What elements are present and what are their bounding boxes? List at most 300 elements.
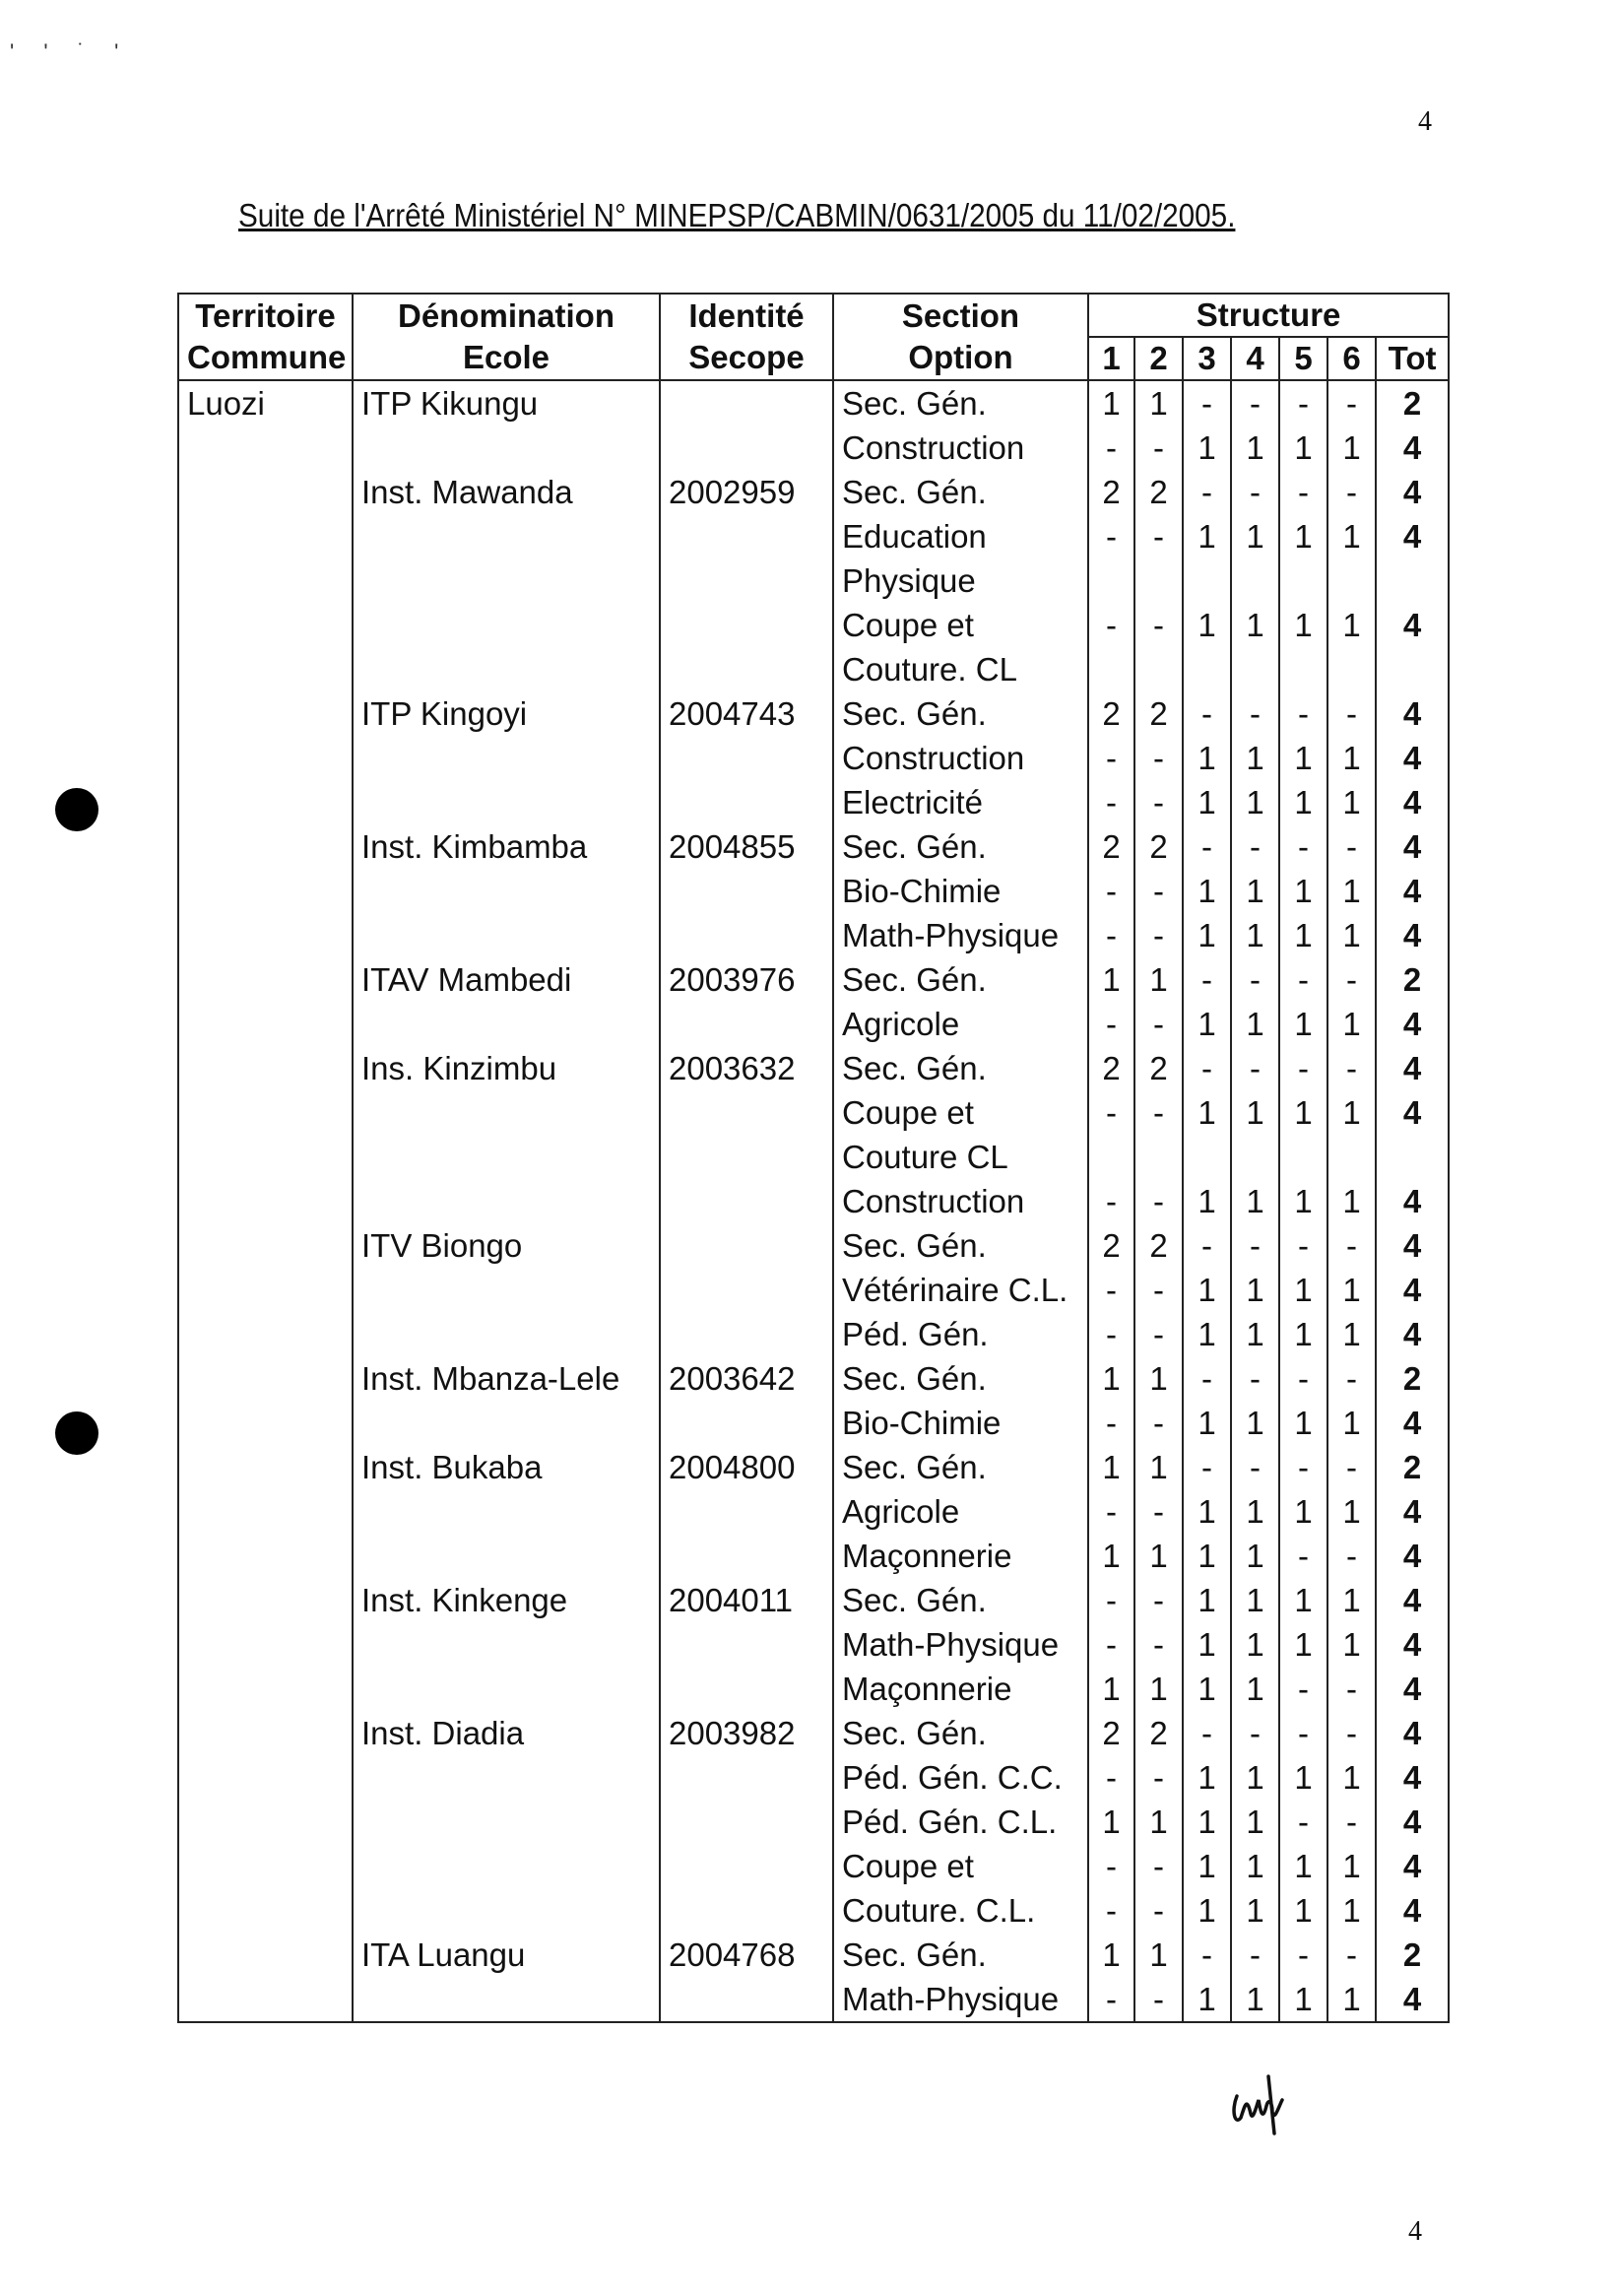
- cell-level-3: [1183, 647, 1231, 691]
- cell-level-2: -: [1134, 1977, 1183, 2022]
- cell-level-1: 2: [1088, 1711, 1134, 1755]
- cell-total: 4: [1376, 1223, 1449, 1268]
- cell-total: 4: [1376, 514, 1449, 558]
- cell-total: 2: [1376, 1445, 1449, 1489]
- cell-level-6: -: [1327, 380, 1376, 426]
- cell-ecole: [353, 1977, 660, 2022]
- cell-level-4: -: [1231, 1223, 1279, 1268]
- cell-ecole: [353, 913, 660, 957]
- cell-territoire: [178, 558, 353, 603]
- cell-territoire: [178, 1667, 353, 1711]
- cell-secope: [660, 1401, 833, 1445]
- cell-level-4: 1: [1231, 1622, 1279, 1667]
- cell-level-4: -: [1231, 1046, 1279, 1090]
- cell-secope: [660, 1977, 833, 2022]
- cell-level-4: -: [1231, 691, 1279, 736]
- cell-level-3: -: [1183, 380, 1231, 426]
- cell-level-4: -: [1231, 1445, 1279, 1489]
- cell-level-3: -: [1183, 1445, 1231, 1489]
- table-row: [178, 869, 1449, 913]
- cell-level-6: 1: [1327, 1888, 1376, 1933]
- cell-secope: [660, 1534, 833, 1578]
- header-structure: Structure: [1088, 294, 1449, 337]
- cell-ecole: [353, 736, 660, 780]
- cell-level-2: 1: [1134, 1800, 1183, 1844]
- header-secope: Secope: [688, 339, 805, 375]
- cell-level-3: 1: [1183, 736, 1231, 780]
- cell-level-1: [1088, 1135, 1134, 1179]
- cell-level-2: 2: [1134, 470, 1183, 514]
- cell-level-4: 1: [1231, 736, 1279, 780]
- cell-level-1: -: [1088, 514, 1134, 558]
- cell-level-6: 1: [1327, 1578, 1376, 1622]
- table-row: [178, 1401, 1449, 1445]
- cell-level-5: -: [1279, 1667, 1327, 1711]
- table-row: [178, 691, 1449, 736]
- cell-secope: 2004800: [660, 1445, 833, 1489]
- cell-level-2: 2: [1134, 691, 1183, 736]
- cell-level-2: -: [1134, 1578, 1183, 1622]
- cell-total: 2: [1376, 380, 1449, 426]
- cell-level-3: 1: [1183, 1844, 1231, 1888]
- cell-level-1: -: [1088, 1268, 1134, 1312]
- cell-level-3: 1: [1183, 1534, 1231, 1578]
- cell-level-2: 1: [1134, 1933, 1183, 1977]
- cell-level-6: 1: [1327, 869, 1376, 913]
- schools-table: [177, 293, 1450, 2023]
- cell-territoire: [178, 1844, 353, 1888]
- cell-level-2: [1134, 1135, 1183, 1179]
- cell-level-2: -: [1134, 1312, 1183, 1356]
- cell-level-1: -: [1088, 913, 1134, 957]
- table-row: [178, 1090, 1449, 1135]
- cell-level-4: 1: [1231, 1179, 1279, 1223]
- cell-total: 4: [1376, 780, 1449, 824]
- cell-level-1: -: [1088, 1179, 1134, 1223]
- cell-level-2: -: [1134, 1401, 1183, 1445]
- header-total: Tot: [1376, 337, 1449, 380]
- cell-level-6: 1: [1327, 1755, 1376, 1800]
- cell-option: Couture CL: [833, 1135, 1088, 1179]
- cell-territoire: [178, 1622, 353, 1667]
- cell-level-1: -: [1088, 1578, 1134, 1622]
- cell-level-2: -: [1134, 1090, 1183, 1135]
- cell-secope: [660, 1489, 833, 1534]
- cell-level-3: -: [1183, 824, 1231, 869]
- cell-level-6: 1: [1327, 736, 1376, 780]
- cell-level-5: -: [1279, 1933, 1327, 1977]
- cell-secope: [660, 514, 833, 558]
- cell-ecole: [353, 1489, 660, 1534]
- cell-option: Coupe et: [833, 1090, 1088, 1135]
- cell-level-3: 1: [1183, 1002, 1231, 1046]
- cell-option: Vétérinaire C.L.: [833, 1268, 1088, 1312]
- cell-territoire: [178, 1800, 353, 1844]
- cell-level-3: 1: [1183, 1401, 1231, 1445]
- cell-level-2: -: [1134, 1489, 1183, 1534]
- cell-territoire: [178, 1445, 353, 1489]
- cell-level-5: -: [1279, 824, 1327, 869]
- table-row: [178, 1002, 1449, 1046]
- cell-level-6: 1: [1327, 913, 1376, 957]
- cell-level-4: [1231, 558, 1279, 603]
- cell-level-3: 1: [1183, 1090, 1231, 1135]
- cell-level-5: -: [1279, 1356, 1327, 1401]
- cell-option: Sec. Gén.: [833, 1711, 1088, 1755]
- header-section: Section: [901, 297, 1020, 334]
- table-row: [178, 1312, 1449, 1356]
- cell-level-1: 1: [1088, 957, 1134, 1002]
- cell-secope: [660, 647, 833, 691]
- cell-level-2: 2: [1134, 1046, 1183, 1090]
- cell-level-1: -: [1088, 1312, 1134, 1356]
- table-row: [178, 426, 1449, 470]
- cell-level-1: -: [1088, 780, 1134, 824]
- cell-ecole: [353, 603, 660, 647]
- cell-total: 2: [1376, 1356, 1449, 1401]
- cell-option: Couture. C.L.: [833, 1888, 1088, 1933]
- cell-level-3: [1183, 558, 1231, 603]
- cell-level-5: 1: [1279, 736, 1327, 780]
- table-row: [178, 1489, 1449, 1534]
- cell-option: Péd. Gén. C.L.: [833, 1800, 1088, 1844]
- cell-level-6: 1: [1327, 514, 1376, 558]
- cell-level-5: -: [1279, 1711, 1327, 1755]
- cell-level-5: 1: [1279, 426, 1327, 470]
- cell-level-2: -: [1134, 913, 1183, 957]
- cell-total: [1376, 1135, 1449, 1179]
- cell-ecole: ITAV Mambedi: [353, 957, 660, 1002]
- cell-level-6: -: [1327, 1933, 1376, 1977]
- cell-option: Math-Physique: [833, 1977, 1088, 2022]
- cell-level-5: 1: [1279, 514, 1327, 558]
- header-level-5: 5: [1279, 337, 1327, 380]
- cell-ecole: Inst. Kinkenge: [353, 1578, 660, 1622]
- cell-secope: [660, 1667, 833, 1711]
- cell-level-5: -: [1279, 691, 1327, 736]
- cell-level-4: 1: [1231, 780, 1279, 824]
- cell-ecole: Inst. Mawanda: [353, 470, 660, 514]
- table-row: [178, 1356, 1449, 1401]
- cell-level-2: 1: [1134, 380, 1183, 426]
- cell-ecole: ITP Kikungu: [353, 380, 660, 426]
- cell-level-1: 2: [1088, 1046, 1134, 1090]
- cell-level-4: 1: [1231, 1755, 1279, 1800]
- cell-total: 4: [1376, 1312, 1449, 1356]
- header-section-option: [833, 294, 1088, 380]
- cell-total: 4: [1376, 736, 1449, 780]
- cell-option: Sec. Gén.: [833, 1933, 1088, 1977]
- cell-level-5: 1: [1279, 913, 1327, 957]
- cell-level-1: 1: [1088, 1445, 1134, 1489]
- cell-territoire: [178, 514, 353, 558]
- cell-ecole: [353, 1622, 660, 1667]
- punch-hole: [55, 1411, 98, 1455]
- cell-option: Sec. Gén.: [833, 1445, 1088, 1489]
- cell-total: 4: [1376, 470, 1449, 514]
- cell-level-5: 1: [1279, 1489, 1327, 1534]
- cell-level-6: -: [1327, 1046, 1376, 1090]
- cell-level-1: -: [1088, 1489, 1134, 1534]
- cell-ecole: [353, 1667, 660, 1711]
- cell-level-4: -: [1231, 1711, 1279, 1755]
- cell-level-4: 1: [1231, 1578, 1279, 1622]
- cell-territoire: [178, 913, 353, 957]
- cell-level-1: -: [1088, 1401, 1134, 1445]
- cell-total: [1376, 558, 1449, 603]
- cell-territoire: [178, 1578, 353, 1622]
- cell-level-3: 1: [1183, 1268, 1231, 1312]
- cell-level-5: 1: [1279, 780, 1327, 824]
- cell-level-3: 1: [1183, 1312, 1231, 1356]
- header-ecole: Ecole: [462, 339, 550, 375]
- cell-level-6: 1: [1327, 1312, 1376, 1356]
- cell-option: Sec. Gén.: [833, 470, 1088, 514]
- cell-level-5: 1: [1279, 1090, 1327, 1135]
- cell-total: 4: [1376, 1090, 1449, 1135]
- cell-total: [1376, 647, 1449, 691]
- table-row: [178, 1268, 1449, 1312]
- cell-level-5: -: [1279, 1046, 1327, 1090]
- cell-total: 4: [1376, 1268, 1449, 1312]
- table-row: [178, 913, 1449, 957]
- cell-level-6: 1: [1327, 780, 1376, 824]
- cell-level-4: -: [1231, 470, 1279, 514]
- cell-territoire: [178, 1755, 353, 1800]
- cell-level-4: 1: [1231, 1090, 1279, 1135]
- cell-total: 4: [1376, 869, 1449, 913]
- cell-total: 4: [1376, 1977, 1449, 2022]
- cell-ecole: [353, 1179, 660, 1223]
- cell-level-6: -: [1327, 1445, 1376, 1489]
- cell-option: Bio-Chimie: [833, 1401, 1088, 1445]
- cell-level-4: 1: [1231, 1888, 1279, 1933]
- cell-secope: 2003982: [660, 1711, 833, 1755]
- cell-total: 4: [1376, 1578, 1449, 1622]
- cell-total: 4: [1376, 691, 1449, 736]
- cell-territoire: [178, 1489, 353, 1534]
- cell-option: Agricole: [833, 1002, 1088, 1046]
- cell-total: 4: [1376, 1888, 1449, 1933]
- cell-level-1: 1: [1088, 1800, 1134, 1844]
- cell-option: Education: [833, 514, 1088, 558]
- cell-territoire: [178, 780, 353, 824]
- cell-level-5: [1279, 647, 1327, 691]
- cell-ecole: [353, 1002, 660, 1046]
- cell-option: Bio-Chimie: [833, 869, 1088, 913]
- cell-option: Péd. Gén. C.C.: [833, 1755, 1088, 1800]
- cell-option: Construction: [833, 736, 1088, 780]
- cell-level-1: 2: [1088, 691, 1134, 736]
- table-row: [178, 603, 1449, 647]
- cell-level-1: [1088, 647, 1134, 691]
- header-level-6: 6: [1327, 337, 1376, 380]
- cell-level-6: [1327, 1135, 1376, 1179]
- cell-ecole: ITV Biongo: [353, 1223, 660, 1268]
- cell-territoire: Luozi: [178, 380, 353, 426]
- cell-level-4: [1231, 1135, 1279, 1179]
- cell-territoire: [178, 470, 353, 514]
- cell-secope: [660, 780, 833, 824]
- header-denomination: Dénomination: [398, 297, 615, 334]
- cell-ecole: [353, 1312, 660, 1356]
- cell-territoire: [178, 824, 353, 869]
- cell-level-3: 1: [1183, 1667, 1231, 1711]
- cell-level-2: [1134, 558, 1183, 603]
- cell-secope: [660, 1179, 833, 1223]
- table-row: [178, 957, 1449, 1002]
- cell-ecole: [353, 780, 660, 824]
- cell-option: Physique: [833, 558, 1088, 603]
- cell-secope: [660, 1002, 833, 1046]
- cell-level-6: -: [1327, 1534, 1376, 1578]
- cell-level-4: 1: [1231, 1489, 1279, 1534]
- cell-level-1: -: [1088, 426, 1134, 470]
- cell-level-1: -: [1088, 869, 1134, 913]
- cell-level-5: -: [1279, 1800, 1327, 1844]
- cell-level-4: 1: [1231, 426, 1279, 470]
- cell-secope: 2003642: [660, 1356, 833, 1401]
- cell-territoire: [178, 1356, 353, 1401]
- cell-level-1: -: [1088, 603, 1134, 647]
- cell-secope: 2004743: [660, 691, 833, 736]
- cell-secope: [660, 1755, 833, 1800]
- cell-level-2: 1: [1134, 1445, 1183, 1489]
- cell-ecole: Inst. Kimbamba: [353, 824, 660, 869]
- cell-level-1: 2: [1088, 824, 1134, 869]
- header-identite: Identité: [688, 297, 805, 334]
- cell-level-6: -: [1327, 691, 1376, 736]
- cell-secope: [660, 1223, 833, 1268]
- cell-level-6: [1327, 647, 1376, 691]
- cell-level-1: 1: [1088, 1534, 1134, 1578]
- cell-territoire: [178, 1977, 353, 2022]
- cell-level-1: -: [1088, 1002, 1134, 1046]
- cell-level-3: -: [1183, 1223, 1231, 1268]
- cell-level-6: 1: [1327, 1002, 1376, 1046]
- cell-level-4: 1: [1231, 913, 1279, 957]
- page-number-top: 4: [1418, 106, 1432, 137]
- header-level-3: 3: [1183, 337, 1231, 380]
- cell-level-2: -: [1134, 514, 1183, 558]
- cell-ecole: Inst. Bukaba: [353, 1445, 660, 1489]
- cell-option: Sec. Gén.: [833, 1223, 1088, 1268]
- table-row: [178, 1844, 1449, 1888]
- table-row: [178, 824, 1449, 869]
- cell-level-2: 2: [1134, 1711, 1183, 1755]
- cell-territoire: [178, 1268, 353, 1312]
- cell-option: Electricité: [833, 780, 1088, 824]
- cell-secope: [660, 603, 833, 647]
- cell-level-3: [1183, 1135, 1231, 1179]
- table-row: [178, 1933, 1449, 1977]
- cell-secope: [660, 1268, 833, 1312]
- cell-level-5: [1279, 1135, 1327, 1179]
- header-level-4: 4: [1231, 337, 1279, 380]
- cell-ecole: [353, 1888, 660, 1933]
- table-row: [178, 1223, 1449, 1268]
- cell-level-3: 1: [1183, 1622, 1231, 1667]
- table-row: [178, 1711, 1449, 1755]
- table-row: [178, 1135, 1449, 1179]
- cell-option: Coupe et: [833, 1844, 1088, 1888]
- header-territoire-commune: [178, 294, 353, 380]
- cell-total: 2: [1376, 957, 1449, 1002]
- cell-territoire: [178, 1179, 353, 1223]
- cell-secope: [660, 380, 833, 426]
- cell-level-1: 1: [1088, 1356, 1134, 1401]
- cell-secope: [660, 1622, 833, 1667]
- cell-level-6: 1: [1327, 1977, 1376, 2022]
- cell-territoire: [178, 869, 353, 913]
- cell-level-6: -: [1327, 1356, 1376, 1401]
- cell-secope: 2004011: [660, 1578, 833, 1622]
- cell-level-6: 1: [1327, 426, 1376, 470]
- cell-level-4: 1: [1231, 1534, 1279, 1578]
- cell-ecole: [353, 426, 660, 470]
- cell-level-3: -: [1183, 1933, 1231, 1977]
- cell-option: Maçonnerie: [833, 1667, 1088, 1711]
- cell-level-3: -: [1183, 691, 1231, 736]
- cell-secope: [660, 1888, 833, 1933]
- cell-level-3: 1: [1183, 780, 1231, 824]
- cell-ecole: [353, 1755, 660, 1800]
- cell-level-5: [1279, 558, 1327, 603]
- cell-level-4: 1: [1231, 1002, 1279, 1046]
- cell-ecole: ITP Kingoyi: [353, 691, 660, 736]
- cell-level-3: 1: [1183, 1489, 1231, 1534]
- cell-level-5: -: [1279, 1223, 1327, 1268]
- cell-territoire: [178, 1401, 353, 1445]
- cell-level-5: -: [1279, 1445, 1327, 1489]
- cell-option: Sec. Gén.: [833, 957, 1088, 1002]
- cell-level-6: -: [1327, 1667, 1376, 1711]
- table-row: [178, 1046, 1449, 1090]
- cell-total: 4: [1376, 1755, 1449, 1800]
- cell-level-3: -: [1183, 470, 1231, 514]
- cell-level-4: -: [1231, 1356, 1279, 1401]
- table-row: [178, 780, 1449, 824]
- cell-territoire: [178, 603, 353, 647]
- cell-territoire: [178, 647, 353, 691]
- cell-secope: [660, 1312, 833, 1356]
- cell-level-2: -: [1134, 1622, 1183, 1667]
- cell-level-4: 1: [1231, 1667, 1279, 1711]
- cell-total: 4: [1376, 1800, 1449, 1844]
- cell-level-2: 1: [1134, 957, 1183, 1002]
- cell-territoire: [178, 426, 353, 470]
- cell-level-5: 1: [1279, 1844, 1327, 1888]
- cell-territoire: [178, 1312, 353, 1356]
- cell-total: 4: [1376, 1667, 1449, 1711]
- cell-level-2: -: [1134, 1179, 1183, 1223]
- cell-level-2: -: [1134, 736, 1183, 780]
- cell-level-6: -: [1327, 1800, 1376, 1844]
- cell-level-3: 1: [1183, 1755, 1231, 1800]
- cell-total: 4: [1376, 1622, 1449, 1667]
- cell-level-6: 1: [1327, 1268, 1376, 1312]
- cell-ecole: [353, 869, 660, 913]
- cell-level-1: 1: [1088, 1667, 1134, 1711]
- cell-option: Construction: [833, 1179, 1088, 1223]
- table-row: [178, 470, 1449, 514]
- cell-territoire: [178, 1534, 353, 1578]
- cell-level-3: 1: [1183, 603, 1231, 647]
- table-row: [178, 647, 1449, 691]
- cell-total: 4: [1376, 1002, 1449, 1046]
- cell-level-5: 1: [1279, 1401, 1327, 1445]
- cell-total: 4: [1376, 1711, 1449, 1755]
